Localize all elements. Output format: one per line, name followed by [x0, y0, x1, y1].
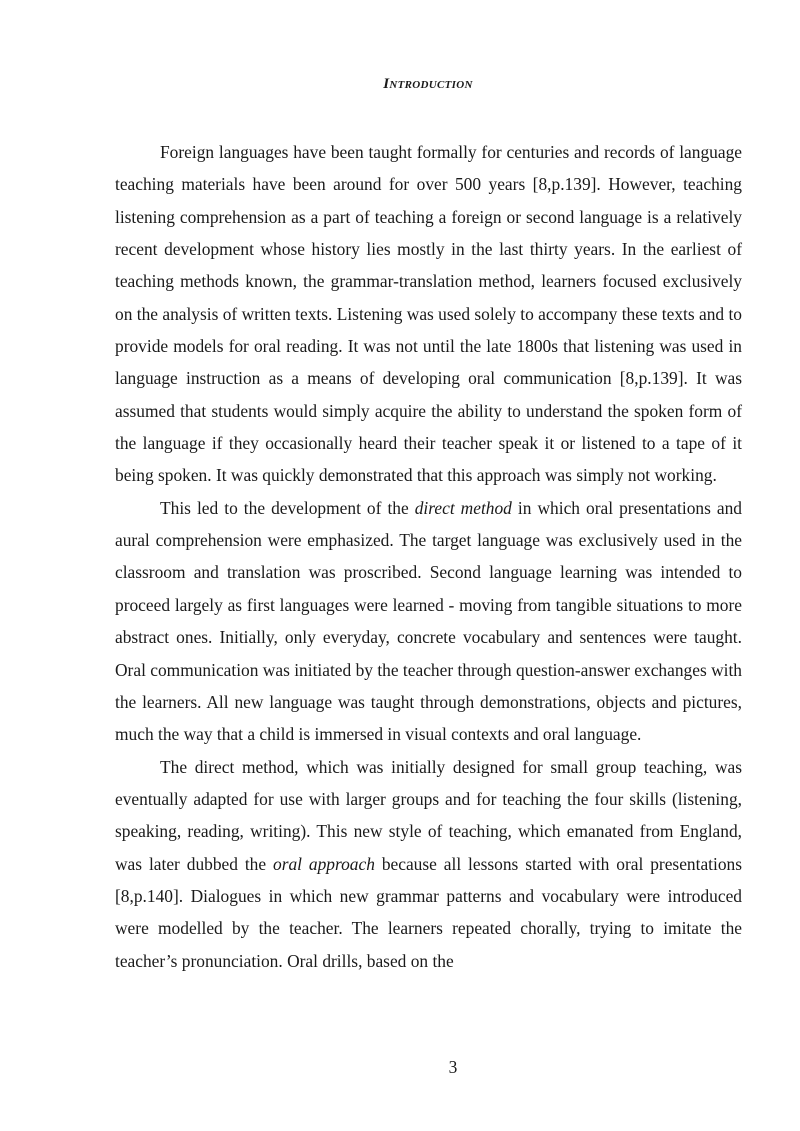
- paragraph-text: The direct method, which was initially designed for small group teaching, was eventually adapted for use with larger groups and for teaching the four skills (listening, speaking, reading, writing). This new style of teaching, which emanated from England, was later dubbed the: [115, 756, 742, 874]
- paragraph-3: [115, 751, 742, 977]
- italic-term: oral approach: [273, 853, 375, 874]
- paragraph-text: This led to the development of the: [160, 497, 415, 518]
- section-heading: Introduction: [383, 76, 473, 92]
- paragraph-text: because all lessons started with oral presentations [8,p.140]. Dialogues in which new grammar patterns and vocabulary were introduced were modelled by the teacher. The learners repeated chorally, trying to imitate the teacher’s pronunciation. Oral drills, based on the: [115, 853, 742, 971]
- body-text: [115, 136, 742, 977]
- italic-term: direct method: [414, 497, 512, 518]
- page-number: 3: [448, 1057, 458, 1077]
- paragraph-2: [115, 492, 742, 751]
- paragraph-text: Foreign languages have been taught formally for centuries and records of language teaching materials have been around for over 500 years [8,p.139]. However, teaching listening comprehension as a part of teaching a foreign or second language is a relatively recent development whose history lies mostly in the last thirty years. In the earliest of teaching methods known, the grammar-translation method, learners focused exclusively on the analysis of written texts. Listening was used solely to accompany these texts and to provide models for oral reading. It was not until the late 1800s that listening was used in language instruction as a means of developing oral communication [8,p.139]. It was assumed that students would simply acquire the ability to understand the spoken form of the language if they occasionally heard their teacher speak it or listened to a tape of it being spoken. It was quickly demonstrated that this approach was simply not working.: [115, 142, 742, 486]
- paragraph-1: [115, 136, 742, 492]
- paragraph-text: in which oral presentations and aural comprehension were emphasized. The target language was exclusively used in the classroom and translation was proscribed. Second language learning was intended to proceed largely as first languages were learned - moving from tangible situations to more abstract ones. Initially, only everyday, concrete vocabulary and sentences were taught. Oral communication was initiated by the teacher through question-answer exchanges with the learners. All new language was taught through demonstrations, objects and pictures, much the way that a child is immersed in visual contexts and oral language.: [115, 497, 742, 745]
